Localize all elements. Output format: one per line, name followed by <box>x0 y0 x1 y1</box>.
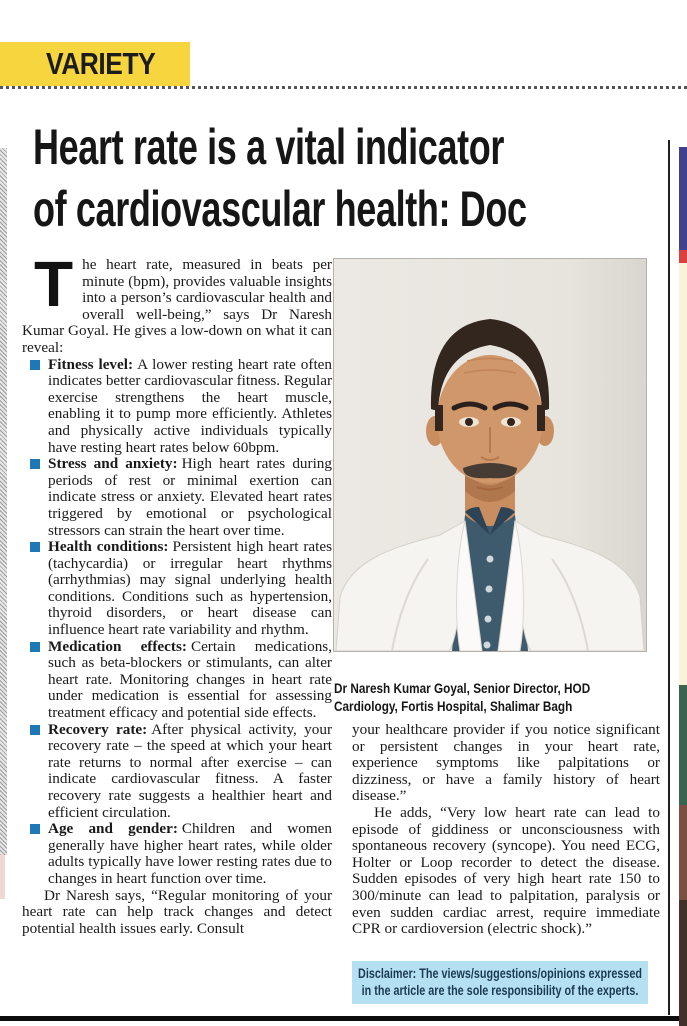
bullet-lead: Age and gender: <box>48 820 178 838</box>
bullet-lead: Fitness level: <box>48 355 134 373</box>
disclaimer-box <box>352 961 648 1004</box>
headline-line-2: of cardiovascular health: Doc <box>33 181 527 237</box>
bullet-square-icon <box>30 542 40 552</box>
doctor-portrait-photo <box>333 258 647 652</box>
adjacent-page-fragment-blue <box>679 147 687 250</box>
bullet-item-recovery-rate <box>22 722 332 822</box>
left-page-edge-hatch <box>0 148 7 855</box>
bullet-square-icon <box>30 824 40 834</box>
bullet-lead: Health conditions: <box>48 538 169 556</box>
bullet-text: Persistent high heart rates (tachycardia) or irregular heart rhythms (arrhythmias) may signal underlying health conditions. Conditions such as hypertension, thyroid disorders, or heart disease can influence heart rate variability and rhythm. <box>48 538 332 639</box>
bullet-text: Certain medications, such as beta-blockers or stimulants, can alter heart rate. Monitoring changes in heart rate under medication is essential for assessing treatment efficacy and potential side effects. <box>48 637 332 722</box>
bullet-text: After physical activity, your recovery rate – the speed at which your heart rate returns to normal after exercise – can indicate cardiovascular fitness. A faster recovery rate suggests a healthier heart and efficient circulation. <box>48 720 332 821</box>
disclaimer-text: Disclaimer: The views/suggestions/opinions expressed in the article are the sole responsibility of the experts. <box>358 966 642 998</box>
drop-cap: T <box>34 248 74 320</box>
adjacent-page-fragment-dark <box>679 900 687 1026</box>
bullet-text: Children and women generally have higher heart rates, while older adults typically have lower resting rates due to changes in heart function over time. <box>48 820 332 887</box>
article-headline <box>33 116 527 240</box>
adjacent-page-fragment-cream <box>679 263 687 685</box>
bullet-square-icon <box>30 642 40 652</box>
lead-paragraph-text: he heart rate, measured in beats per minute (bpm), provides valuable insights into a person’s cardiovascular health and overall well-being,” says Dr Naresh Kumar Goyal. He gives a low-down on what it can reveal: <box>22 256 332 356</box>
adjacent-page-fragment-brown <box>679 805 687 900</box>
closing-paragraph-left: Dr Naresh says, “Regular monitoring of your heart rate can help track changes and detect potential health issues early. Consult <box>22 886 332 937</box>
lead-paragraph <box>22 248 332 357</box>
bullet-lead: Stress and anxiety: <box>48 455 178 473</box>
left-page-edge-fragment <box>0 855 5 899</box>
photo-caption: Dr Naresh Kumar Goyal, Senior Director, HOD Cardiology, Fortis Hospital, Shalimar Bagh <box>334 680 591 714</box>
bullet-item-age-gender <box>22 821 332 887</box>
bullet-text: High heart rates during periods of rest or minimal exertion can indicate stress or anxiety. Elevated heart rates triggered by emotional or psychological stressors can strain the heart over time. <box>48 455 332 539</box>
bottom-border-rule <box>0 1016 687 1021</box>
article-left-column <box>22 248 332 937</box>
bullet-item-health-conditions <box>22 539 332 639</box>
bullet-item-stress-anxiety <box>22 456 332 539</box>
right-paragraph-1: your healthcare provider if you notice significant or persistent changes in your heart rate, experience symptoms like palpitations or dizziness, or have a family history of heart disease.” <box>352 721 660 805</box>
section-banner-label: VARIETY <box>46 46 156 81</box>
column-rule <box>668 140 670 1015</box>
section-banner <box>0 42 190 86</box>
article-right-column <box>352 722 660 938</box>
bullet-lead: Medication effects: <box>48 637 187 655</box>
bullet-square-icon <box>30 459 40 469</box>
bullet-item-fitness-level <box>22 357 332 457</box>
headline-line-1: Heart rate is a vital indicator <box>33 119 505 175</box>
adjacent-page-fragment-green <box>679 685 687 805</box>
bullet-text: A lower resting heart rate often indicates better cardiovascular fitness. Regular exercise strengthens the heart muscle, enabling it to pump more efficiently. Athletes and physically active individuals typically have resting heart rates below 60bpm. <box>48 355 332 456</box>
bullet-list <box>22 357 332 888</box>
bullet-square-icon <box>30 725 40 735</box>
bullet-lead: Recovery rate: <box>48 720 148 738</box>
adjacent-page-fragment-red <box>679 250 687 263</box>
dotted-divider <box>0 86 687 89</box>
bullet-item-medication-effects <box>22 639 332 722</box>
bullet-square-icon <box>30 360 40 370</box>
doctor-portrait-illustration <box>334 259 646 651</box>
right-paragraph-2: He adds, “Very low heart rate can lead to episode of giddiness or unconsciousness with spontaneous recovery (syncope). You need ECG, Holter or Loop recorder to detect the disease. Sudden episodes of very high heart rate 150 to 300/minute can lead to palpitation, paralysis or even sudden cardiac arrest, require immediate CPR or cardioversion (electric shock).” <box>352 803 660 938</box>
